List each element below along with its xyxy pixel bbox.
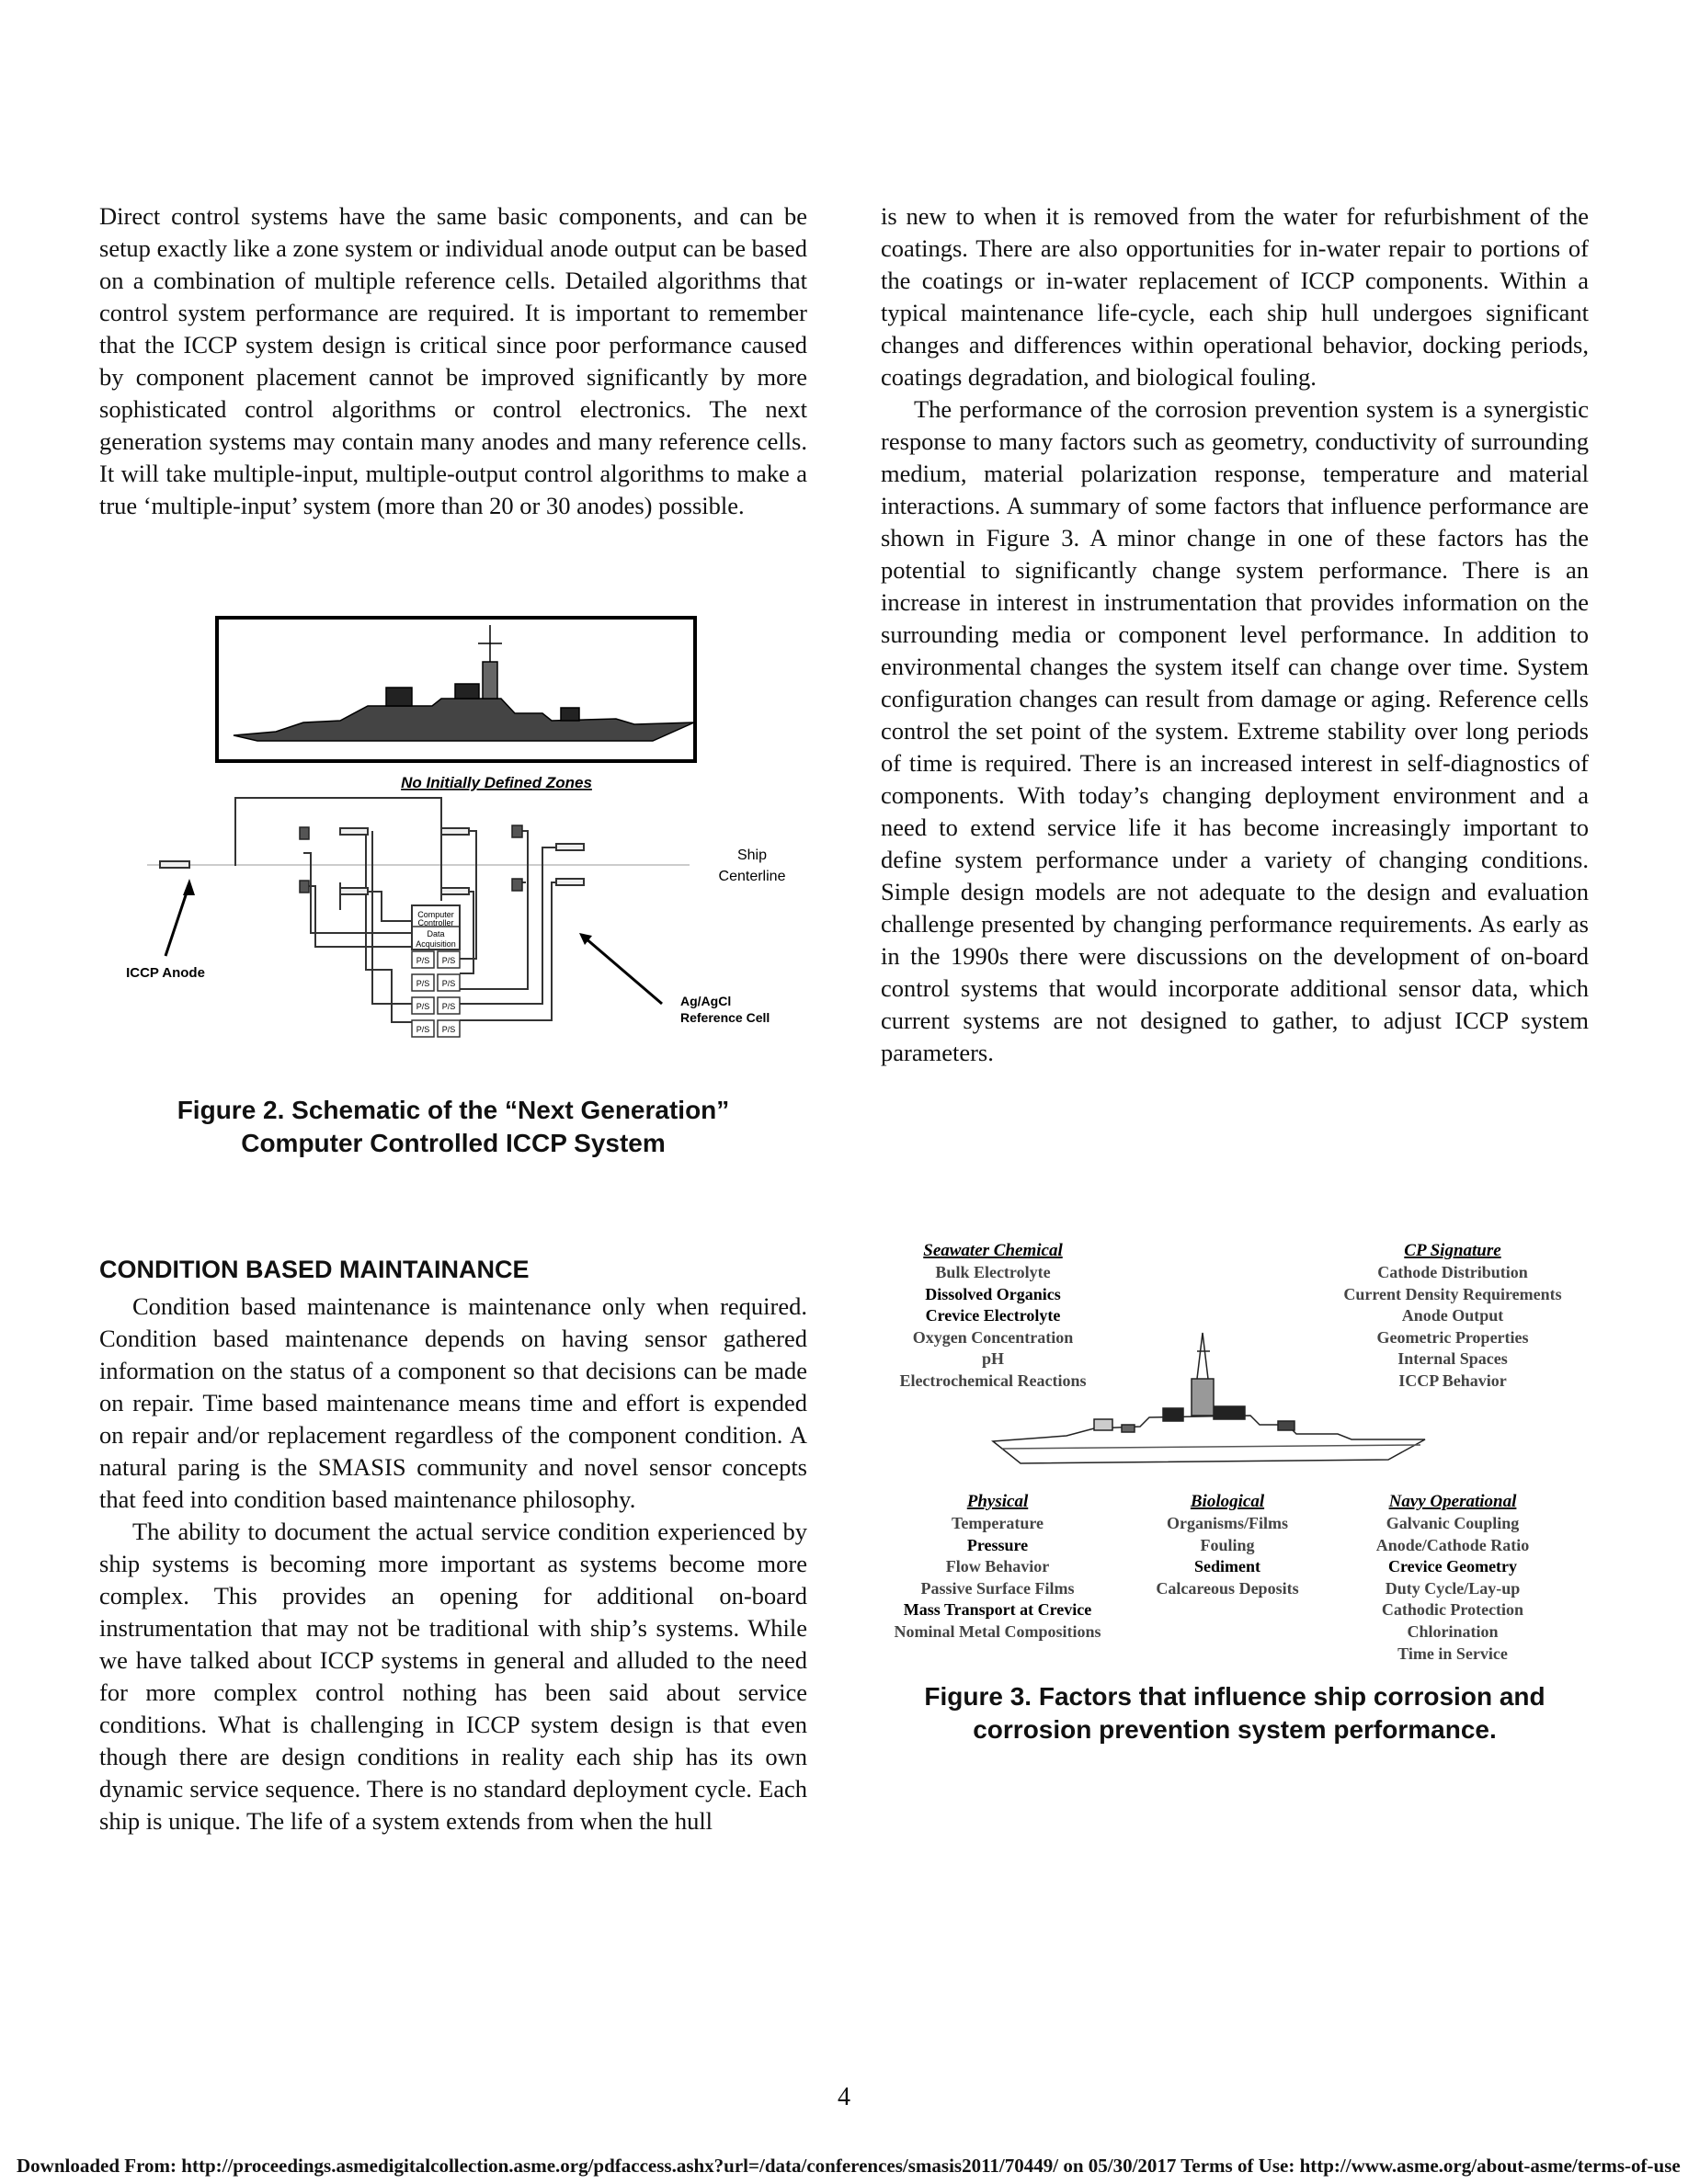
group-item: Mass Transport at Crevice — [903, 1600, 1092, 1619]
group-item: Cathode Distribution — [1377, 1263, 1528, 1281]
caption-line: Figure 3. Factors that influence ship corrosion and — [924, 1682, 1545, 1711]
group-item: Sediment — [1194, 1557, 1260, 1575]
iccp-anode-label: ICCP Anode — [126, 965, 205, 981]
caption-line: corrosion prevention system performance. — [973, 1715, 1497, 1744]
controller-label: Controller — [417, 918, 454, 927]
group-item: Pressure — [966, 1536, 1029, 1554]
group-title: Seawater Chemical — [923, 1241, 1063, 1260]
group-item: Geometric Properties — [1376, 1328, 1529, 1347]
ps-label: P/S — [441, 1025, 456, 1034]
group-item: Anode/Cathode Ratio — [1375, 1536, 1530, 1554]
group-item: Oxygen Concentration — [912, 1328, 1074, 1347]
right-column — [881, 200, 1589, 1069]
section-heading: CONDITION BASED MAINTAINANCE — [99, 1256, 530, 1283]
group-item: Flow Behavior — [945, 1557, 1050, 1575]
figure-2-schematic — [126, 607, 809, 1066]
refcell-arrow-icon — [585, 938, 662, 1004]
ps-label: P/S — [416, 979, 430, 988]
group-item: Galvanic Coupling — [1386, 1514, 1520, 1532]
daq-label: Data — [427, 929, 445, 938]
group-item: Chlorination — [1407, 1622, 1499, 1641]
zones-label: No Initially Defined Zones — [401, 774, 592, 791]
left-column-top — [99, 200, 807, 522]
group-item: Electrochemical Reactions — [899, 1371, 1087, 1390]
daq-label: Acquisition — [416, 939, 456, 949]
power-supplies — [412, 951, 460, 1037]
group-item: Internal Spaces — [1397, 1349, 1508, 1368]
ps-label: P/S — [441, 1002, 456, 1011]
left-column-bottom — [99, 1291, 807, 1837]
ps-label: P/S — [416, 956, 430, 965]
paragraph: The performance of the corrosion prevention system is a synergistic response to many factors such as geometry, conductivity of surrounding medium, material polarization response, temperature and material interactions. A summary of some factors that influence performance are shown in Figure 3. A minor change in one of these factors has the potential to significantly change system performance. There is an increase in interest in instrumentation that provides information on the surrounding media or component level performance. In addition to environmental changes the system itself can change over time. System configuration changes can result from damage or aging. Reference cells control the set point of the system. Extreme stability over long periods of time is required. There is an increased interest in self-diagnostics of components. With today’s changing deployment environment and a need to extend service life it has become increasingly important to define system performance under a variety of changing conditions. Simple design models are not adequate to the design and evaluation challenge presented by changing performance requirements. As early as in the 1990s there were discussions on the development of on-board control systems that would incorporate additional sensor data, which current systems are not designed to gather, to adjust ICCP system parameters. — [881, 395, 1589, 1066]
group-title: Biological — [1190, 1492, 1265, 1511]
group-item: Fouling — [1200, 1536, 1255, 1554]
group-item: Cathodic Protection — [1381, 1600, 1524, 1619]
caption-line: Computer Controlled ICCP System — [241, 1129, 666, 1157]
group-item: Dissolved Organics — [925, 1285, 1061, 1303]
figure-3-factors — [873, 1232, 1591, 1673]
ref-cell-label: Ag/AgCl — [680, 994, 732, 1008]
controller-label: Computer — [417, 910, 454, 919]
figure-2-caption — [99, 1094, 807, 1160]
group-item: pH — [981, 1349, 1005, 1368]
group-item: Duty Cycle/Lay-up — [1385, 1579, 1521, 1598]
wiring — [235, 798, 556, 1022]
paragraph: is new to when it is removed from the water for refurbishment of the coatings. There are also opportunities for in-water repair to portions of the coatings or in-water replacement of ICCP components. Within a typical maintenance life-cycle, each ship hull undergoes significant changes and differences within operational behavior, docking periods, coatings degradation, and biological fouling. — [881, 202, 1589, 391]
group-item: Passive Surface Films — [920, 1579, 1075, 1598]
group-item: Calcareous Deposits — [1156, 1579, 1299, 1598]
group-item: Crevice Electrolyte — [925, 1306, 1061, 1325]
ps-label: P/S — [416, 1002, 430, 1011]
download-footer: Downloaded From: http://proceedings.asmedigitalcollection.asme.org/pdfaccess.ashx?url=/data/conferences/smasis2011/70449/ on 05/30/2017 Terms of Use: http://www.asme.org/about-asme/terms-of-use — [17, 2155, 1681, 2177]
ship-silhouette-icon — [993, 1333, 1425, 1463]
paragraph: Condition based maintenance is maintenance only when required. Condition based maintenance depends on having sensor gathered information on the status of a component so that decisions can be made on repair. Time based maintenance means time and effort is expended on repair and/or replacement regardless of the component condition. A natural paring is the SMASIS community and novel sensor concepts that feed into condition based maintenance philosophy. — [99, 1292, 807, 1513]
group-item: Temperature — [952, 1514, 1044, 1532]
group-item: Bulk Electrolyte — [935, 1263, 1051, 1281]
ps-label: P/S — [441, 956, 456, 965]
group-item: Crevice Geometry — [1387, 1557, 1518, 1575]
group-item: Anode Output — [1401, 1306, 1504, 1325]
ship-centerline-label: Ship — [736, 847, 768, 863]
paragraph: The ability to document the actual service condition experienced by ship systems is becoming more important as systems become more complex. This provides an opening for additional on-board instrumentation that may not be traditional with ship’s systems. While we have talked about ICCP systems in general and alluded to the need for more complex control nothing has been said about service conditions. What is challenging in ICCP system design is that even though there are design conditions in reality each ship has its own dynamic service sequence. There is no standard deployment cycle. Each ship is unique. The life of a system extends from when the hull — [99, 1518, 807, 1835]
caption-line: Figure 2. Schematic of the “Next Generation” — [177, 1096, 730, 1124]
ship-centerline-label: Centerline — [718, 869, 786, 884]
page-number: 4 — [838, 2083, 850, 2111]
paragraph: Direct control systems have the same basic components, and can be setup exactly like a zone system or individual anode output can be based on a combination of multiple reference cells. Detailed algorithms that control system performance are required. It is important to remember that the ICCP system design is critical since poor performance caused by component placement cannot be improved significantly by more sophisticated control algorithms or control electronics. The next generation systems may contain many anodes and many reference cells. It will take multiple-input, multiple-output control algorithms to make a true ‘multiple-input’ system (more than 20 or 30 anodes) possible. — [99, 202, 807, 519]
anode-arrowhead-icon — [183, 879, 195, 895]
group-title: Physical — [966, 1492, 1029, 1511]
reference-cells — [300, 825, 522, 893]
group-title: Navy Operational — [1388, 1492, 1517, 1511]
ps-label: P/S — [441, 979, 456, 988]
group-item: Nominal Metal Compositions — [894, 1622, 1101, 1641]
group-title: CP Signature — [1404, 1241, 1501, 1260]
group-item: ICCP Behavior — [1398, 1371, 1507, 1390]
group-item: Time in Service — [1397, 1644, 1508, 1663]
figure-3-caption — [881, 1680, 1589, 1746]
group-item: Organisms/Films — [1166, 1514, 1289, 1532]
ref-cell-label: Reference Cell — [680, 1010, 770, 1025]
group-item: Current Density Requirements — [1343, 1285, 1562, 1303]
ps-label: P/S — [416, 1025, 430, 1034]
